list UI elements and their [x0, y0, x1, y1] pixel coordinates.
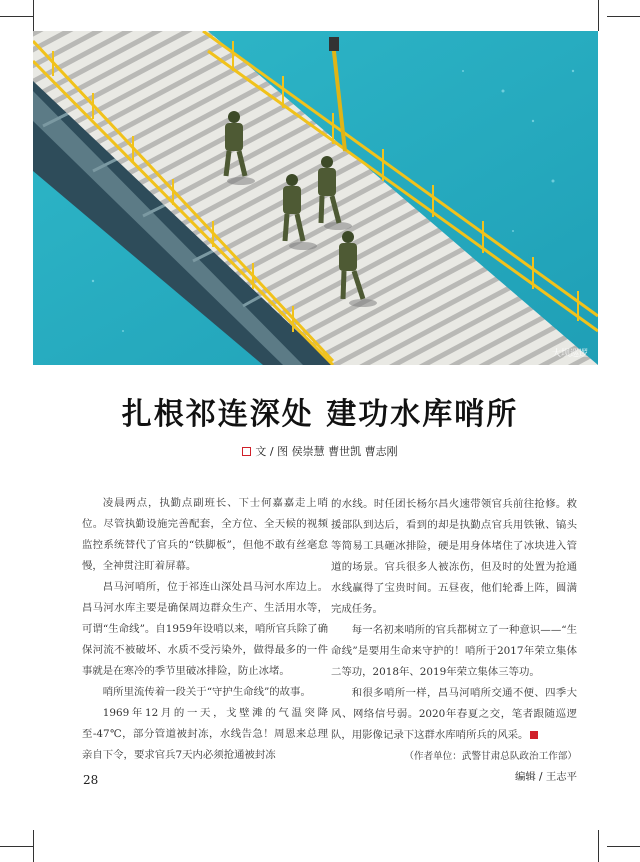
- end-mark-icon: [530, 731, 538, 739]
- paragraph: 的水线。时任团长杨尔昌火速带领官兵前往抢修。救援部队到达后，看到的却是执勤点官兵用铁锹、镐头等简易工具砸冰排险，硬是用身体堵住了冰块进入管道的场景。官兵很多人被冻伤，但及时的处置为抢通水线赢得了宝贵时间。五昼夜，他们轮番上阵，圆满完成任务。: [331, 498, 577, 615]
- crop-mark: [33, 0, 34, 31]
- author-unit: （作者单位：武警甘肃总队政治工作部）: [404, 751, 577, 762]
- crop-mark: [0, 846, 33, 847]
- article-title: 扎根祁连深处 建功水库哨所: [121, 397, 519, 432]
- crop-mark: [598, 0, 599, 31]
- byline: [0, 443, 640, 459]
- paragraph: 每一名初来哨所的官兵都树立了一种意识——“生命线”是要用生命来守护的！哨所于2017年荣立集体二等功，2018年、2019年荣立集体三等功。: [331, 624, 577, 678]
- crop-mark: [607, 846, 640, 847]
- hero-photo: [33, 31, 598, 365]
- paragraph: 昌马河哨所，位于祁连山深处昌马河水库边上。昌马河水库主要是确保周边群众生产、生活用水等，可谓“生命线”。自1959年设哨以来，哨所官兵除了确保河流不被破坏、水质不受污染外，做得最多的一件事就是在寒冷的季节里破冰排险，防止冰堵。: [82, 581, 328, 677]
- paragraph-text: 和很多哨所一样，昌马河哨所交通不便、四季大风、网络信号弱。2020年春夏之交，笔者跟随巡逻队，用影像记录下这群水库哨所兵的风采。: [331, 687, 577, 741]
- photo-watermark: 大坝巡逻: [551, 349, 588, 359]
- page-number: 28: [83, 773, 99, 787]
- paragraph: 凌晨两点，执勤点副班长、下士何嘉嘉走上哨位。尽管执勤设施完善配套，全方位、全天候的视频监控系统替代了官兵的“铁脚板”，但他不敢有丝毫怠慢，全神贯注盯着屏幕。: [82, 497, 328, 572]
- crop-mark: [598, 830, 599, 862]
- crop-mark: [0, 16, 33, 17]
- byline-square-icon: [242, 447, 251, 456]
- article-column-right: [331, 494, 577, 788]
- paragraph: 哨所里流传着一段关于“守护生命线”的故事。: [102, 686, 311, 698]
- crop-mark: [607, 16, 640, 17]
- paragraph: 1969年12月的一天，戈壁滩的气温突降至-47℃，部分管道被封冻，水线告急！周恩来总理亲自下令，要求官兵7天内必须抢通被封冻: [82, 707, 328, 761]
- paragraph: [331, 683, 577, 746]
- byline-text: 文 / 图 侯崇慧 曹世凯 曹志刚: [255, 445, 398, 458]
- crop-mark: [33, 830, 34, 862]
- bridge-patrol-illustration: [33, 31, 598, 365]
- editor-credit: 编辑 / 王志平: [514, 771, 577, 783]
- article-column-left: [82, 493, 328, 766]
